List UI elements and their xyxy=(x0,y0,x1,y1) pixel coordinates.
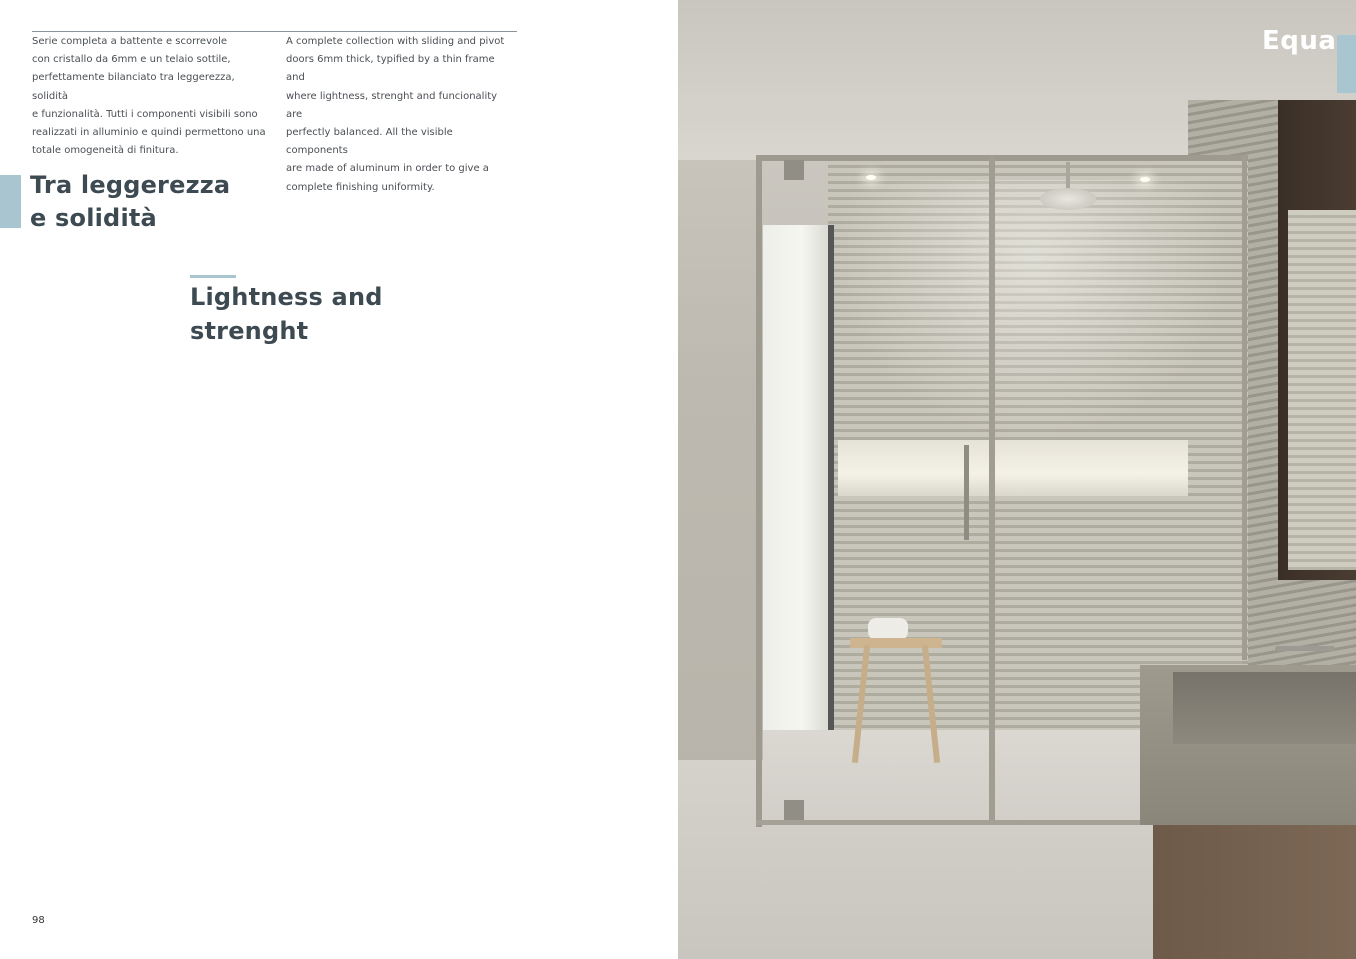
faucet-icon xyxy=(1275,646,1335,651)
italian-line: totale omogeneità di finitura. xyxy=(32,145,179,157)
accent-bar xyxy=(1337,35,1356,93)
italian-description xyxy=(32,33,272,160)
accent-bar xyxy=(0,175,21,228)
page-number: 98 xyxy=(32,915,45,926)
english-line: perfectly balanced. All the visible components xyxy=(286,127,453,157)
italian-heading-line: e solidità xyxy=(30,204,157,232)
italian-heading xyxy=(30,169,230,235)
top-rule xyxy=(32,31,517,32)
english-line: where lightness, strenght and funcionality are xyxy=(286,90,498,120)
hinge-icon xyxy=(784,800,804,820)
frame-profile xyxy=(756,155,762,827)
mirror xyxy=(1288,210,1356,570)
english-heading-line: strenght xyxy=(190,317,309,345)
english-line: A complete collection with sliding and pivot xyxy=(286,36,505,47)
product-name: Equa xyxy=(1262,26,1337,56)
heading-rule xyxy=(190,275,236,278)
frame-profile xyxy=(989,155,995,825)
italian-line: e funzionalità. Tutti i componenti visibili sono xyxy=(32,108,258,120)
hinge-icon xyxy=(784,160,804,180)
italian-line: realizzati in alluminio e quindi permettono una xyxy=(32,127,266,139)
italian-line: perfettamente bilanciato tra leggerezza, solidità xyxy=(32,72,235,102)
english-description xyxy=(286,33,516,197)
english-heading-line: Lightness and xyxy=(190,283,383,311)
english-line: are made of aluminum in order to give a xyxy=(286,163,489,175)
shower-photo xyxy=(678,0,1356,959)
door-handle xyxy=(964,445,969,540)
italian-line: Serie completa a battente e scorrevole xyxy=(32,36,228,47)
italian-heading-line: Tra leggerezza xyxy=(30,171,231,199)
english-heading xyxy=(190,280,383,348)
basin xyxy=(1173,672,1356,744)
english-line: doors 6mm thick, typified by a thin frame and xyxy=(286,54,495,84)
english-line: complete finishing uniformity. xyxy=(286,181,435,193)
frame-profile xyxy=(1242,155,1247,660)
italian-line: con cristallo da 6mm e un telaio sottile, xyxy=(32,54,231,66)
frame-profile xyxy=(756,155,1248,161)
